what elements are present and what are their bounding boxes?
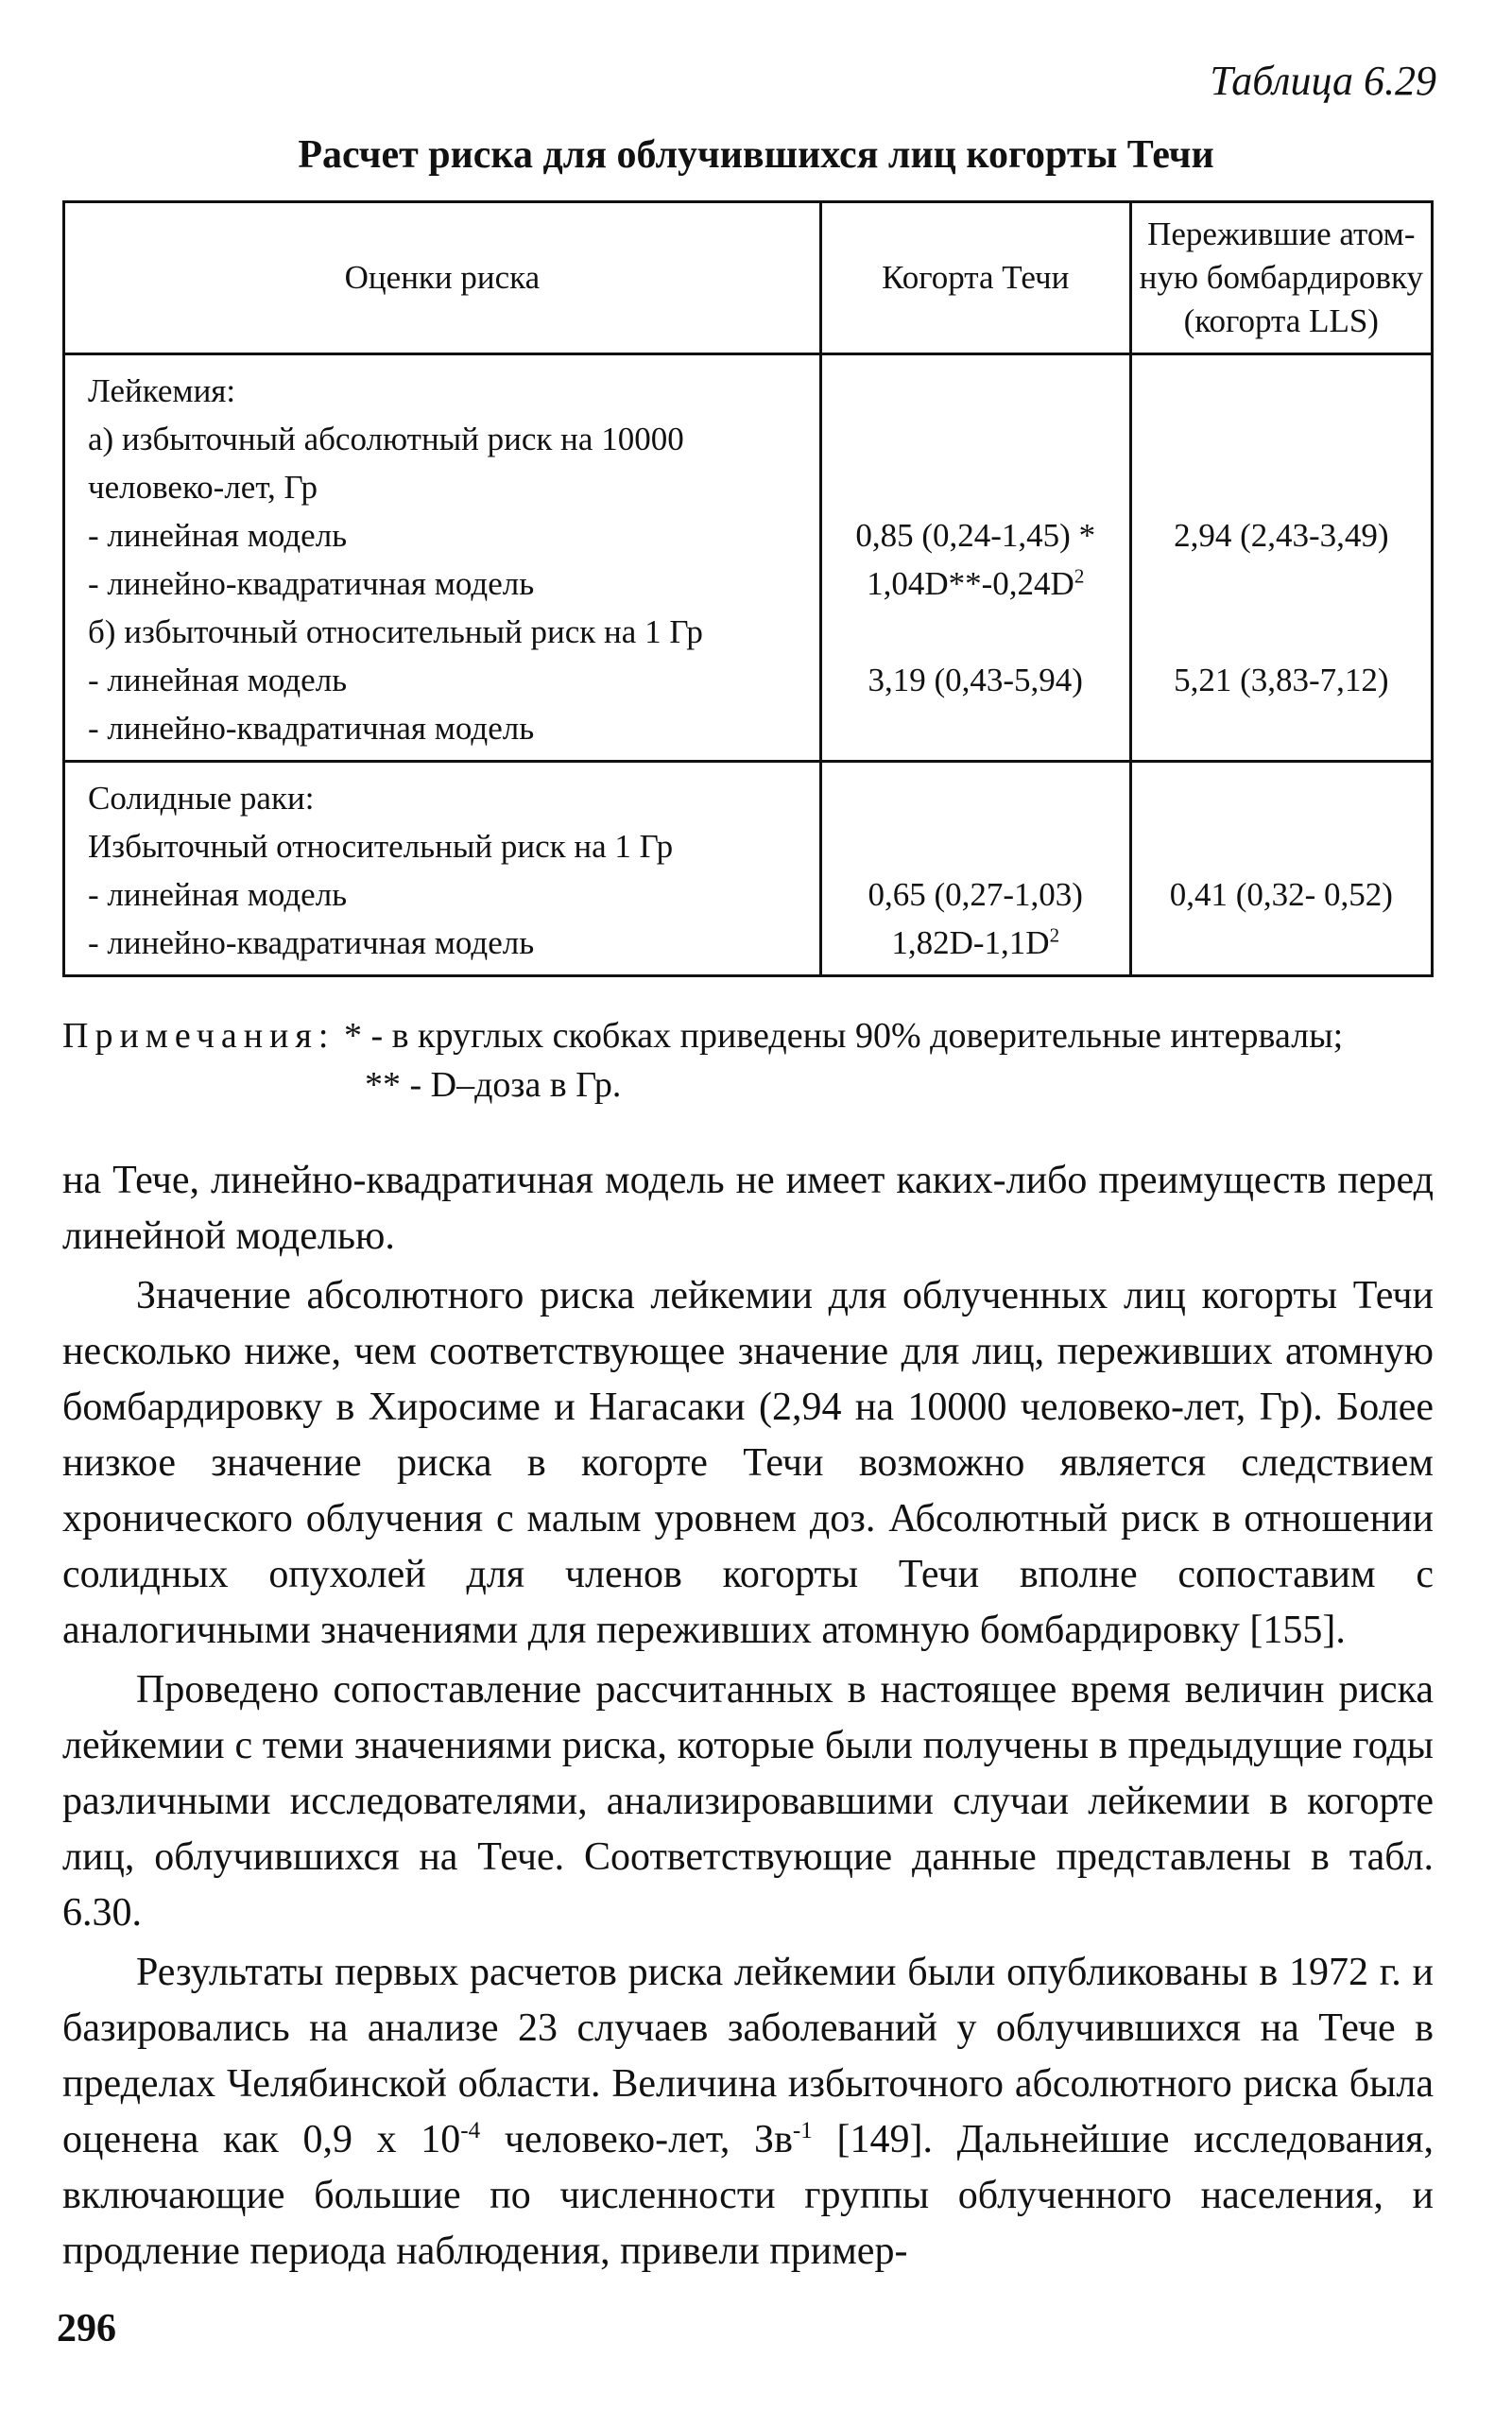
paragraph-3: Проведено сопоставление рассчитанных в настоящее время величин риска лейкемии с теми значениями риска, которые были получены в предыдущие годы различными исследователями, анализировавшими случаи лейкемии в когорте лиц, облучившихся на Тече. Соответствующие данные представлены в табл. 6.30. <box>62 1668 1434 1935</box>
note-2: ** - D–доза в Гр. <box>365 1065 622 1105</box>
paragraph-4: Результаты первых расчетов риска лейкемии были опубликованы в 1972 г. и базировались на анализе 23 случаев заболеваний у облучившихся на Тече в пределах Челябинской области. Величина избыточного абсолютного риска была оценена как 0,9 х $10^{-4}$ человеко-лет, $Зв^{-1}$ [149]. Дальнейшие исследования, включающие большие по численности группы облученного населения, и продление периода наблюдения, привели пример- <box>62 1951 1434 2273</box>
risk-table <box>62 200 1434 977</box>
page-number: 296 <box>57 2307 116 2350</box>
leukemia-lls-cell <box>1130 354 1432 762</box>
header-lls-line2: ную бомбардировку <box>1139 259 1423 296</box>
solid-linquad-label: - линейно-квадратичная модель <box>88 924 535 961</box>
header-lls-line1: Пережившие атом- <box>1147 215 1416 252</box>
table-row-leukemia <box>64 354 1433 762</box>
leukemia-rel-risk-line: б) избыточный относительный риск на 1 Гр <box>88 613 703 650</box>
note-1: * - в круглых скобках приведены 90% доверительные интервалы; <box>343 1016 1344 1056</box>
solid-techa-cell <box>820 762 1130 976</box>
lls-rel-linear-value: 5,21 (3,83-7,12) <box>1174 662 1389 698</box>
leukemia-estimates-cell <box>64 354 821 762</box>
leukemia-rel-linear-label: - линейная модель <box>88 662 348 698</box>
techa-rel-linear-value: 3,19 (0,43-5,94) <box>868 662 1083 698</box>
lls-abs-linear-value: 2,94 (2,43-3,49) <box>1174 517 1389 554</box>
note-line-1 <box>62 1011 1434 1060</box>
header-risk-estimates: Оценки риска <box>64 202 821 354</box>
leukemia-abs-linear-label: - линейная модель <box>88 517 348 554</box>
leukemia-abs-linquad-label: - линейно-квадратичная модель <box>88 565 535 602</box>
solid-estimates-cell <box>64 762 821 976</box>
leukemia-heading: Лейкемия: <box>88 372 236 409</box>
solid-heading: Солидные раки: <box>88 780 315 817</box>
table-title: Расчет риска для облучившихся лиц когорты Течи <box>298 133 1214 177</box>
table-number-label: Таблица 6.29 <box>1210 58 1436 104</box>
solid-lls-cell <box>1130 762 1432 976</box>
header-lls-line3: (когорта LLS) <box>1183 302 1379 339</box>
header-lls-cohort <box>1130 202 1432 354</box>
techa-abs-linquad-value: $1,04D**-0,24D^2$ <box>867 564 1085 602</box>
paragraph-2: Значение абсолютного риска лейкемии для облученных лиц когорты Течи несколько ниже, чем соответствующее значение для лиц, переживших атомную бомбардировку в Хиросиме и Нагасаки (2,94 на 10000 человеко-лет, Гр). Более низкое значение риска в когорте Течи возможно является следствием хронического облучения с малым уровнем доз. Абсолютный риск в отношении солидных опухолей для членов когорты Течи вполне сопоставим с аналогичными значениями для переживших атомную бомбардировку [155]. <box>62 1274 1434 1652</box>
notes-label: Примечания: <box>62 1016 335 1056</box>
body-text <box>62 1153 1434 2283</box>
solid-linear-label: - линейная модель <box>88 876 348 913</box>
leukemia-rel-linquad-label: - линейно-квадратичная модель <box>88 710 535 747</box>
lls-solid-linear-value: 0,41 (0,32- 0,52) <box>1169 876 1393 913</box>
table-header-row <box>64 202 1433 354</box>
header-techa-cohort: Когорта Течи <box>820 202 1130 354</box>
leukemia-abs-risk-line1: а) избыточный абсолютный риск на 10000 <box>88 421 684 457</box>
table-notes <box>62 1011 1434 1110</box>
techa-solid-linquad-value: $1,82D-1,1D^2$ <box>891 923 1060 961</box>
table-row-solid-cancers <box>64 762 1433 976</box>
leukemia-abs-risk-line2: человеко-лет, Гр <box>88 469 318 506</box>
paragraph-1: на Тече, линейно-квадратичная модель не имеет каких-либо преимуществ перед линейной моделью. <box>62 1159 1434 1258</box>
leukemia-techa-cell <box>820 354 1130 762</box>
techa-abs-linear-value: 0,85 (0,24-1,45) * <box>855 517 1096 554</box>
solid-rel-risk-line: Избыточный относительный риск на 1 Гр <box>88 828 674 865</box>
techa-solid-linear-value: 0,65 (0,27-1,03) <box>868 876 1083 913</box>
